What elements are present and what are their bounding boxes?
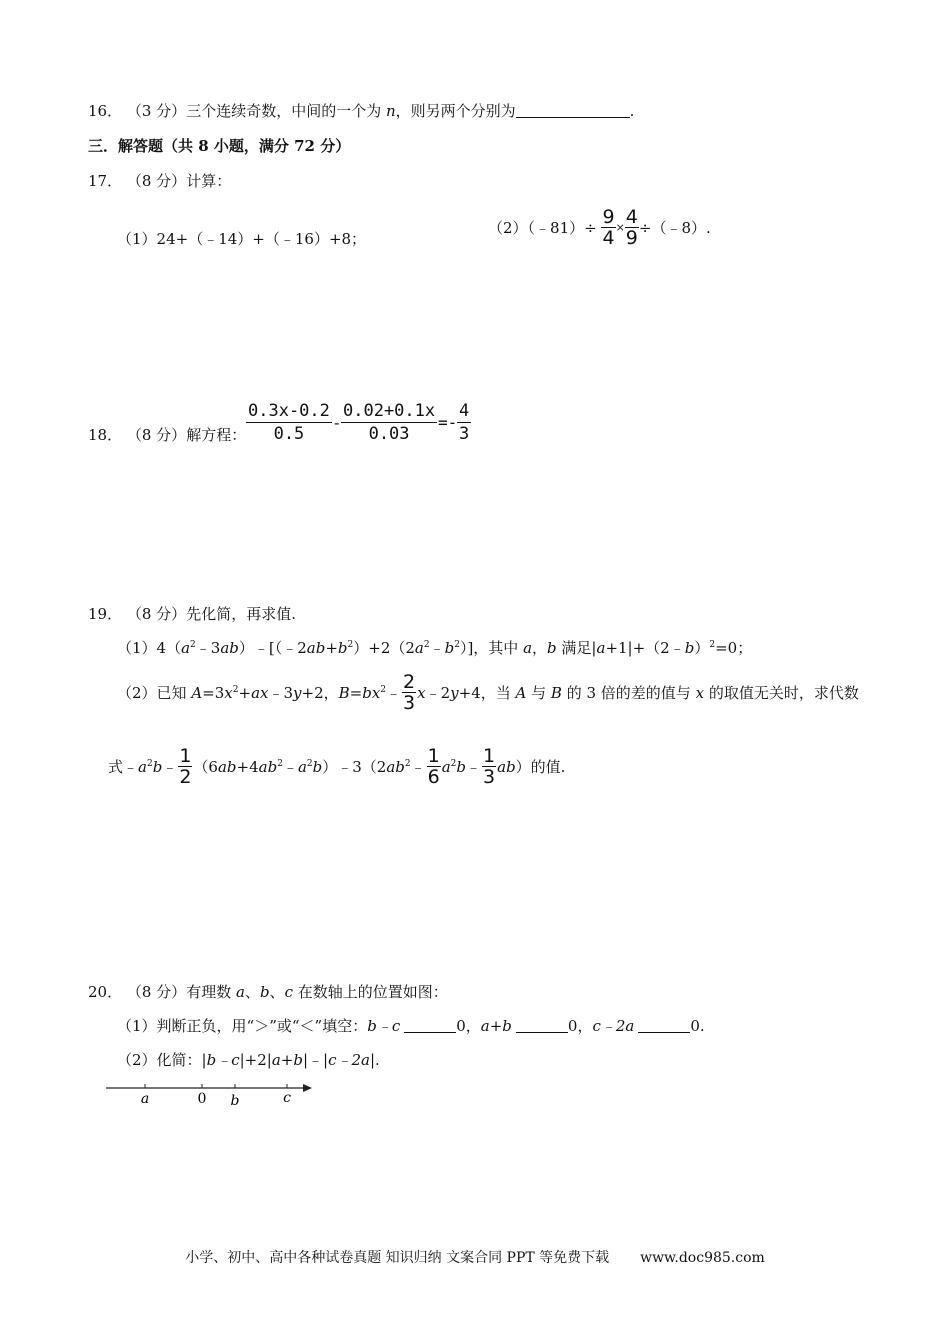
axis-label-a: a	[140, 1091, 150, 1107]
q19-part1: $(1)4(a^2﹣3ab)﹣[(﹣2ab+b^2)+2(2a^2﹣b^2)]$，其中 a，b 满足|a+1|+（2﹣b）$^2$=0；	[117, 639, 753, 657]
fraction-1-2: $\frac{1}{2}$	[179, 745, 192, 788]
axis-label-c: c	[283, 1090, 291, 1106]
section-3-title: 三．解答题（共 8 小题，满分 72 分）	[88, 137, 351, 155]
q16-line: 16． （3 分）三个连续奇数，中间的一个为 n，则另两个分别为 .	[88, 102, 635, 120]
q18-line: 18． （8 分）解方程：	[88, 426, 247, 444]
q16-number: 16．	[88, 102, 123, 120]
q19-part2-expression: 式$﹣a^2b﹣$ $\frac{1}{2}$ $(6ab+4ab^2﹣a^2b)﹣3(2ab^2﹣$ $\frac{1}{6}$ $a^2b﹣$ $\frac{1}{3}$ ab）的值.	[108, 745, 566, 788]
footer-url[interactable]: www.doc985.com	[640, 1250, 765, 1266]
fraction-1-6: $\frac{1}{6}$	[427, 745, 440, 788]
page-footer	[0, 1247, 950, 1267]
q17-line: 17． （8 分）计算：	[88, 172, 232, 190]
fraction-9-4: $\frac{9}{4}$	[602, 206, 615, 249]
q17-part1: （1）24+（﹣14）+（﹣16）+8；	[117, 230, 367, 248]
q16-answer-blank[interactable]	[516, 103, 630, 118]
q16-score: （3 分）	[126, 102, 187, 120]
axis-label-0: 0	[197, 1091, 207, 1107]
q20-part1: （1）判断正负，用“＞”或“＜”填空：b﹣c 0，a+b 0，c﹣2a 0.	[117, 1017, 705, 1035]
fraction-1-3: $\frac{1}{3}$	[483, 745, 496, 788]
q19-line: 19． （8 分）先化简，再求值.	[88, 605, 296, 623]
q20-blank-1[interactable]	[404, 1018, 456, 1033]
q20-line: 20． （8 分）有理数 a、b、c 在数轴上的位置如图：	[88, 983, 448, 1001]
q20-part2: （2）化简：|b﹣c|+2|a+b|﹣|c﹣2a|.	[117, 1051, 380, 1069]
axis-label-b: b	[230, 1093, 240, 1108]
q18-fraction-3: 4 3	[459, 401, 470, 444]
footer-text: 小学、初中、高中各种试卷真题 知识归纳 文案合同 PPT 等免费下载	[185, 1250, 610, 1266]
q20-blank-2[interactable]	[516, 1018, 568, 1033]
number-line-arrow	[303, 1084, 312, 1092]
q19-part2: （2）已知 $A=3x^2+ax﹣3y+2$，$B=bx^2﹣$ $\frac{2}{3}$ x﹣2y+4，当 A 与 B 的 3 倍的差的值与 x 的取值无关时，求代数	[117, 671, 859, 714]
number-line	[100, 1078, 320, 1108]
fraction-4-9: $\frac{4}{9}$	[625, 206, 638, 249]
q17-part2: （2）（﹣81）÷ $\frac{9}{4}$ × $\frac{4}{9}$ ÷（﹣8）.	[488, 206, 711, 249]
q18-fraction-2: 0.02+0.1x 0.03	[343, 401, 436, 444]
q18-number: 18．	[88, 426, 123, 444]
q19-number: 19．	[88, 605, 123, 623]
q20-blank-3[interactable]	[638, 1018, 690, 1033]
q20-number: 20．	[88, 983, 123, 1001]
q18-fraction-1: 0.3x-0.2 0.5	[248, 401, 330, 444]
q17-number: 17．	[88, 172, 123, 190]
fraction-2-3: $\frac{2}{3}$	[403, 671, 416, 714]
